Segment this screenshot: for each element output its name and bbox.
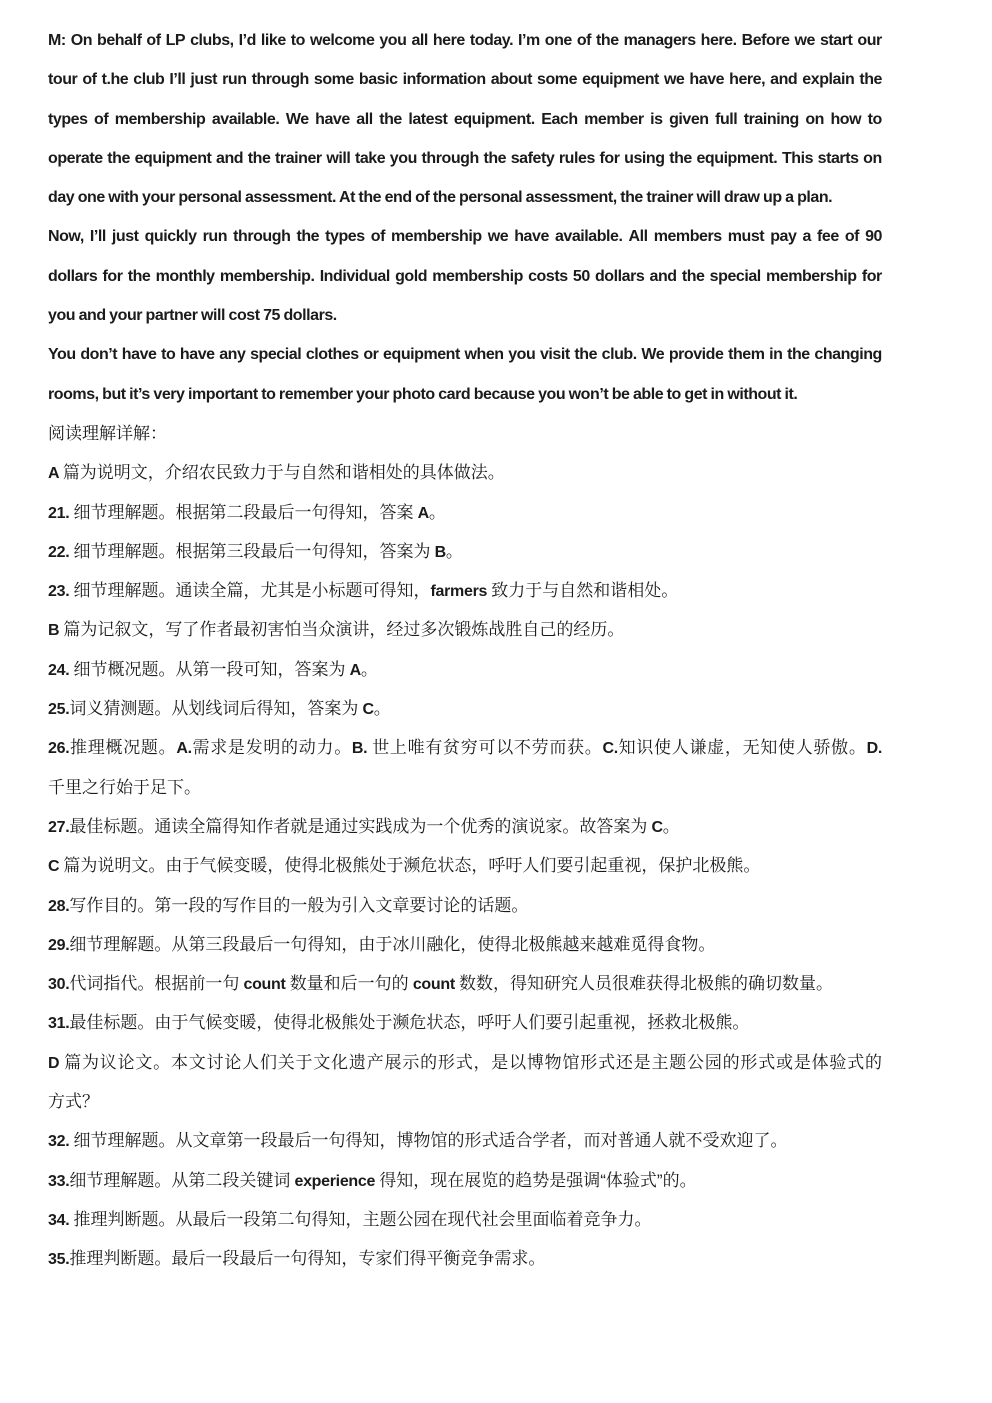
text-line: rooms, but it’s very important to remember your photo card because you won’t be able to get in without it.: [48, 385, 798, 403]
text-line: 35.推理判断题。最后一段最后一句得知，专家们得平衡竞争需求。: [48, 1249, 546, 1269]
text-line: A 篇为说明文，介绍农民致力于与自然和谐相处的具体做法。: [48, 463, 505, 483]
text-line: B 篇为记叙文，写了作者最初害怕当众演讲，经过多次锻炼战胜自己的经历。: [48, 620, 625, 640]
text-line: 23. 细节理解题。通读全篇，尤其是小标题可得知，farmers 致力于与自然和谐相处。: [48, 581, 679, 601]
text-line: day one with your personal assessment. At the end of the personal assessment, the trainer will draw up a plan.: [48, 189, 833, 207]
text-line: 32. 细节理解题。从文章第一段最后一句得知，博物馆的形式适合学者，而对普通人就不受欢迎了。: [48, 1131, 788, 1151]
text-line: 26.推理概况题。A.需求是发明的动力。B. 世上唯有贫穷可以不劳而获。C.知识使人谦虚，无知使人骄傲。D.: [48, 738, 882, 758]
text-line: types of membership available. We have all the latest equipment. Each member is given full training on how to: [48, 110, 882, 128]
text-line: 29.细节理解题。从第三段最后一句得知，由于冰川融化，使得北极熊越来越难觅得食物。: [48, 934, 716, 954]
text-line: 阅读理解详解：: [48, 423, 167, 443]
text-line: 30.代词指代。根据前一句 count 数量和后一句的 count 数数，得知研究人员很难获得北极熊的确切数量。: [48, 974, 834, 994]
text-line: tour of t.he club I’ll just run through some basic information about some equipment we have here, and explain the: [48, 71, 882, 89]
text-line: 33.细节理解题。从第二段关键词 experience 得知，现在展览的趋势是强调“体验式”的。: [48, 1170, 697, 1190]
text-line: 方式？: [48, 1092, 99, 1112]
text-line: M: On behalf of LP clubs, I’d like to welcome you all here today. I’m one of the managers here. Before we start our: [48, 32, 882, 49]
text-line: Now, I’ll just quickly run through the types of membership we have available. All members must pay a fee of 90: [48, 228, 882, 246]
text-line: operate the equipment and the trainer will take you through the safety rules for using the equipment. This starts on: [48, 149, 882, 167]
text-line: dollars for the monthly membership. Individual gold membership costs 50 dollars and the special membership for: [48, 267, 882, 285]
text-line: 千里之行始于足下。: [48, 777, 201, 797]
text-line: 21. 细节理解题。根据第二段最后一句得知，答案 A。: [48, 502, 446, 522]
text-line: 27.最佳标题。通读全篇得知作者就是通过实践成为一个优秀的演说家。故答案为 C。: [48, 816, 680, 836]
text-line: C 篇为说明文。由于气候变暖，使得北极熊处于濒危状态，呼吁人们要引起重视，保护北极熊。: [48, 856, 761, 876]
text-line: D 篇为议论文。本文讨论人们关于文化遗产展示的形式，是以博物馆形式还是主题公园的形式或是体验式的: [48, 1052, 882, 1072]
text-line: 25.词义猜测题。从划线词后得知，答案为 C。: [48, 699, 391, 719]
text-line: You don’t have to have any special clothes or equipment when you visit the club. We provide them in the changing: [48, 346, 882, 364]
text-line: 31.最佳标题。由于气候变暖，使得北极熊处于濒危状态，呼吁人们要引起重视，拯救北极熊。: [48, 1013, 750, 1033]
text-line: you and your partner will cost 75 dollars.: [48, 307, 337, 325]
text-line: 24. 细节概况题。从第一段可知，答案为 A。: [48, 659, 378, 679]
text-line: 22. 细节理解题。根据第三段最后一句得知，答案为 B。: [48, 541, 463, 561]
text-line: 28.写作目的。第一段的写作目的一般为引入文章要讨论的话题。: [48, 895, 529, 915]
text-line: 34. 推理判断题。从最后一段第二句得知，主题公园在现代社会里面临着竞争力。: [48, 1209, 652, 1229]
